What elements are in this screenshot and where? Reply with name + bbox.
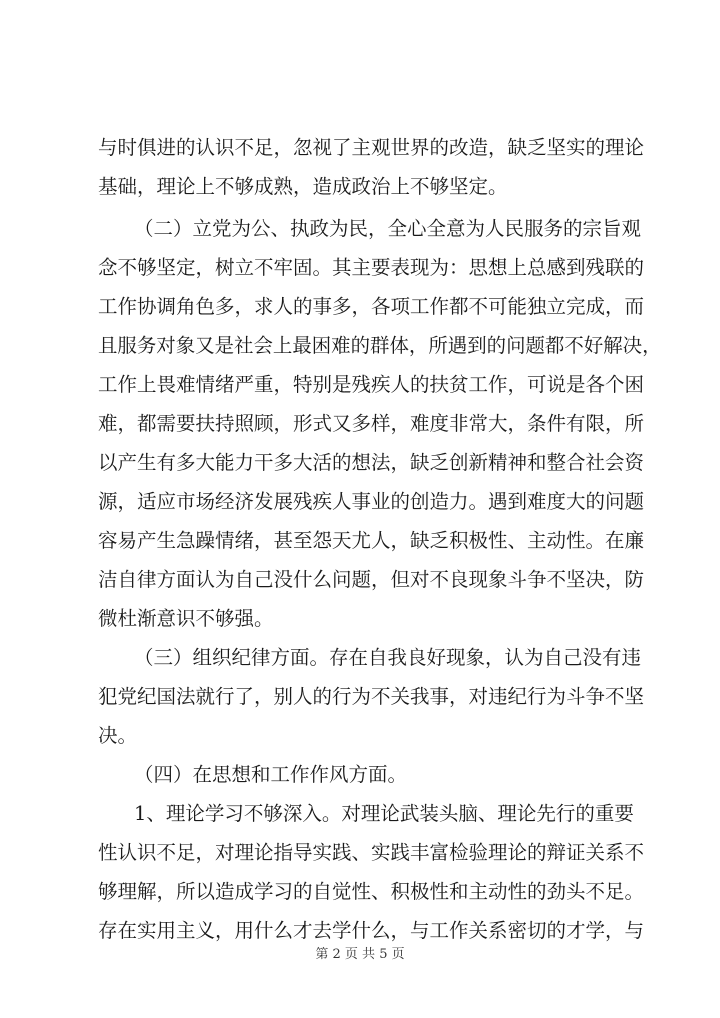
- text-line: 决。: [98, 724, 138, 747]
- text-line: 源，适应市场经济发展残疾人事业的创造力。遇到难度大的问题: [98, 490, 645, 513]
- text-line: 难，都需要扶持照顾，形式又多样，难度非常大，条件有限，所: [98, 412, 645, 435]
- text-line: 与时俱进的认识不足，忽视了主观世界的改造，缺乏坚实的理论: [98, 136, 645, 159]
- text-line: 够理解，所以造成学习的自觉性、积极性和主动性的劲头不足。: [98, 880, 645, 903]
- text-line: 性认识不足，对理论指导实践、实践丰富检验理论的辩证关系不: [98, 841, 645, 864]
- text-line: 洁自律方面认为自己没什么问题，但对不良现象斗争不坚决，防: [98, 568, 645, 591]
- text-line: （三）组织纪律方面。存在自我良好现象，认为自己没有违: [134, 646, 642, 669]
- page-footer: 第 2 页 共 5 页: [315, 947, 405, 962]
- text-line: 犯党纪国法就行了，别人的行为不关我事，对违纪行为斗争不坚: [98, 685, 645, 708]
- text-line: 且服务对象又是社会上最困难的群体，所遇到的问题都不好解决，: [98, 334, 662, 357]
- text-line: 容易产生急躁情绪，甚至怨天尤人，缺乏积极性、主动性。在廉: [98, 529, 645, 552]
- text-line: 念不够坚定，树立不牢固。其主要表现为：思想上总感到残联的: [98, 256, 645, 279]
- text-line: 基础，理论上不够成熟，造成政治上不够坚定。: [98, 175, 508, 198]
- text-line: 微杜渐意识不够强。: [98, 607, 274, 630]
- text-line: 1、理论学习不够深入。对理论武装头脑、理论先行的重要: [134, 802, 634, 825]
- text-line: （二）立党为公、执政为民，全心全意为人民服务的宗旨观: [134, 217, 642, 240]
- text-line: 存在实用主义，用什么才去学什么，与工作关系密切的才学，与: [98, 919, 645, 942]
- text-line: 以产生有多大能力干多大活的想法，缺乏创新精神和整合社会资: [98, 451, 645, 474]
- text-line: 工作协调角色多，求人的事多，各项工作都不可能独立完成，而: [98, 295, 645, 318]
- text-line: 工作上畏难情绪严重，特别是残疾人的扶贫工作，可说是各个困: [98, 373, 645, 396]
- text-line: （四）在思想和工作作风方面。: [134, 763, 408, 786]
